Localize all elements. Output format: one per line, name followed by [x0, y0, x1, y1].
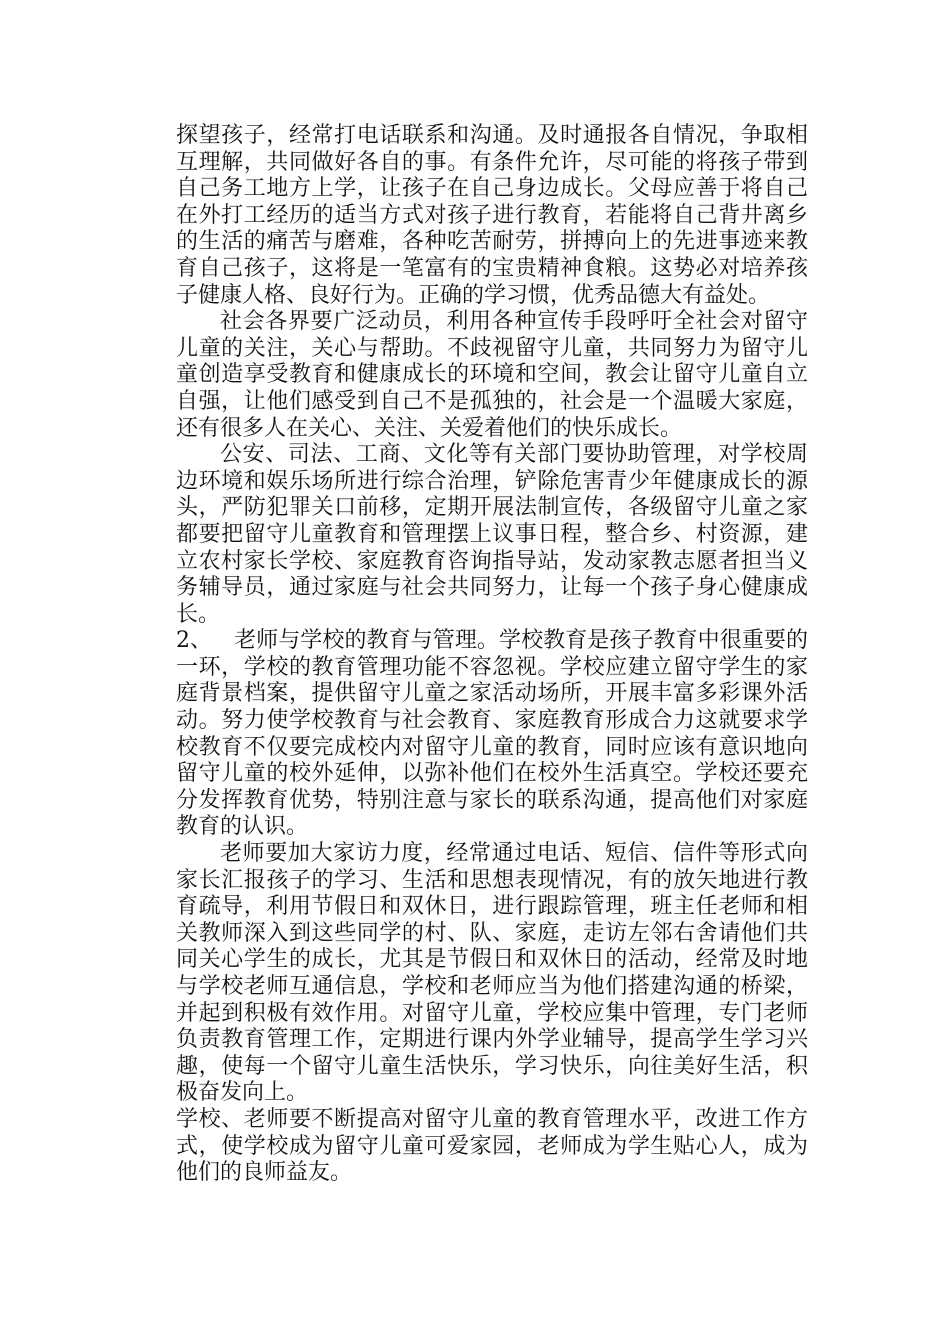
document-body — [176, 123, 808, 1187]
paragraph-school-teacher-improvement: 学校、老师要不断提高对留守儿童的教育管理水平，改进工作方式，使学校成为留守儿童可爱家园，老师成为学生贴心人，成为他们的良师益友。 — [176, 1106, 808, 1186]
paragraph-parent-education: 探望孩子，经常打电话联系和沟通。及时通报各自情况，争取相互理解，共同做好各自的事。有条件允许，尽可能的将孩子带到自己务工地方上学，让孩子在自己身边成长。父母应善于将自己在外打工经历的适当方式对孩子进行教育，若能将自己背井离乡的生活的痛苦与磨难，各种吃苦耐劳，拼搏向上的先进事迹来教育自己孩子，这将是一笔富有的宝贵精神食粮。这势必对培养孩子健康人格、良好行为。正确的学习惯，优秀品德大有益处。 — [176, 123, 808, 308]
paragraph-departments-management: 公安、司法、工商、文化等有关部门要协助管理，对学校周边环境和娱乐场所进行综合治理，铲除危害青少年健康成长的源头，严防犯罪关口前移，定期开展法制宣传，各级留守儿童之家都要把留守儿童教育和管理摆上议事日程，整合乡、村资源，建立农村家长学校、家庭教育咨询指导站，发动家教志愿者担当义务辅导员，通过家庭与社会共同努力，让每一个孩子身心健康成长。 — [176, 442, 808, 627]
paragraph-school-management-text: 老师与学校的教育与管理。学校教育是孩子教育中很重要的一环，学校的教育管理功能不容忽视。学校应建立留守学生的家庭背景档案，提供留守儿童之家活动场所，开展丰富多彩课外活动。努力使学校教育与社会教育、家庭教育形成合力这就要求学校教育不仅要完成校内对留守儿童的教育，同时应该有意识地向留守儿童的校外延伸，以弥补他们在校外生活真空。学校还要充分发挥教育优势，特别注意与家长的联系沟通，提高他们对家庭教育的认识。 — [176, 628, 808, 840]
list-number: 2、 — [176, 628, 212, 654]
paragraph-society-attention: 社会各界要广泛动员，利用各种宣传手段呼吁全社会对留守儿童的关注，关心与帮助。不歧视留守儿童，共同努力为留守儿童创造享受教育和健康成长的环境和空间，教会让留守儿童自立自强，让他们感受到自己不是孤独的，社会是一个温暖大家庭，还有很多人在关心、关注、关爱着他们的快乐成长。 — [176, 309, 808, 441]
paragraph-school-management — [176, 628, 808, 841]
paragraph-teacher-home-visits: 老师要加大家访力度，经常通过电话、短信、信件等形式向家长汇报孩子的学习、生活和思想表现情况，有的放矢地进行教育疏导，利用节假日和双休日，进行跟踪管理，班主任老师和相关教师深入到这些同学的村、队、家庭，走访左邻右舍请他们共同关心学生的成长，尤其是节假日和双休日的活动，经常及时地与学校老师互通信息，学校和老师应当为他们搭建沟通的桥梁，并起到积极有效作用。对留守儿童，学校应集中管理，专门老师负责教育管理工作，定期进行课内外学业辅导，提高学生学习兴趣，使每一个留守儿童生活快乐，学习快乐，向往美好生活，积极奋发向上。 — [176, 841, 808, 1106]
